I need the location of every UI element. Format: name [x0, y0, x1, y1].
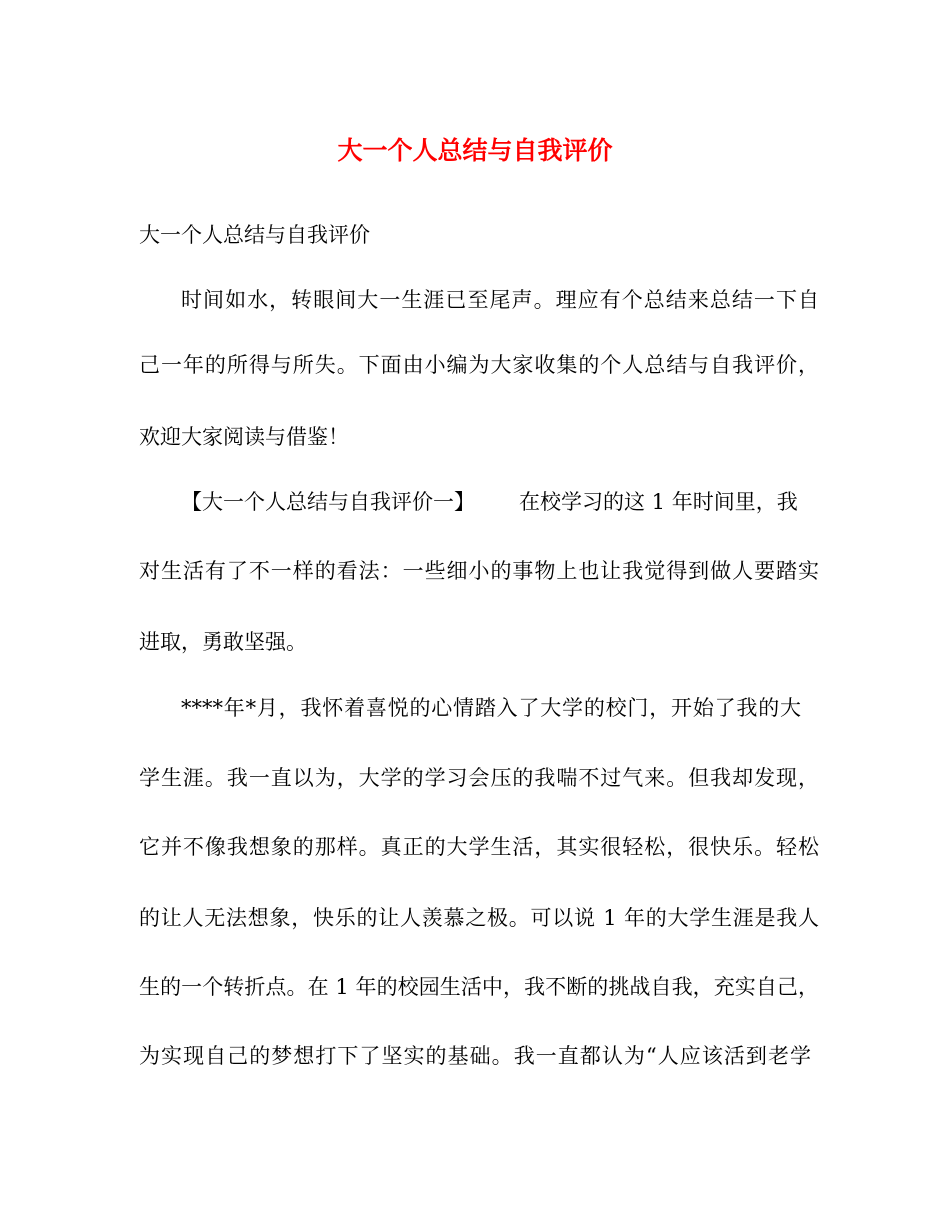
paragraph-line: 学生涯。我一直以为，大学的学习会压的我喘不过气来。但我却发现，	[139, 766, 819, 790]
section-text: 在校学习的这 1 年时间里，我	[519, 490, 798, 514]
paragraph-line: 为实现自己的梦想打下了坚实的基础。我一直都认为“人应该活到老学	[139, 1044, 811, 1068]
paragraph-line: 欢迎大家阅读与借鉴！	[139, 425, 349, 449]
document-subtitle: 大一个人总结与自我评价	[139, 223, 370, 247]
document-title: 大一个人总结与自我评价	[337, 136, 613, 165]
paragraph-line: ****年*月，我怀着喜悦的心情踏入了大学的校门，开始了我的大	[181, 696, 801, 720]
section-heading: 【大一个人总结与自我评价一】	[181, 490, 475, 514]
paragraph-line: 进取，勇敢坚强。	[139, 630, 307, 654]
paragraph-line: 对生活有了不一样的看法：一些细小的事物上也让我觉得到做人要踏实	[139, 559, 819, 583]
paragraph-line: 的让人无法想象，快乐的让人羡慕之极。可以说 1 年的大学生涯是我人	[139, 906, 819, 930]
paragraph-line: 己一年的所得与所失。下面由小编为大家收集的个人总结与自我评价，	[139, 353, 819, 377]
section-intro-line	[181, 487, 798, 517]
paragraph-line: 它并不像我想象的那样。真正的大学生活，其实很轻松，很快乐。轻松	[139, 835, 819, 859]
paragraph-line: 时间如水，转眼间大一生涯已至尾声。理应有个总结来总结一下自	[181, 288, 819, 312]
paragraph-line: 生的一个转折点。在 1 年的校园生活中，我不断的挑战自我，充实自己，	[139, 975, 819, 999]
